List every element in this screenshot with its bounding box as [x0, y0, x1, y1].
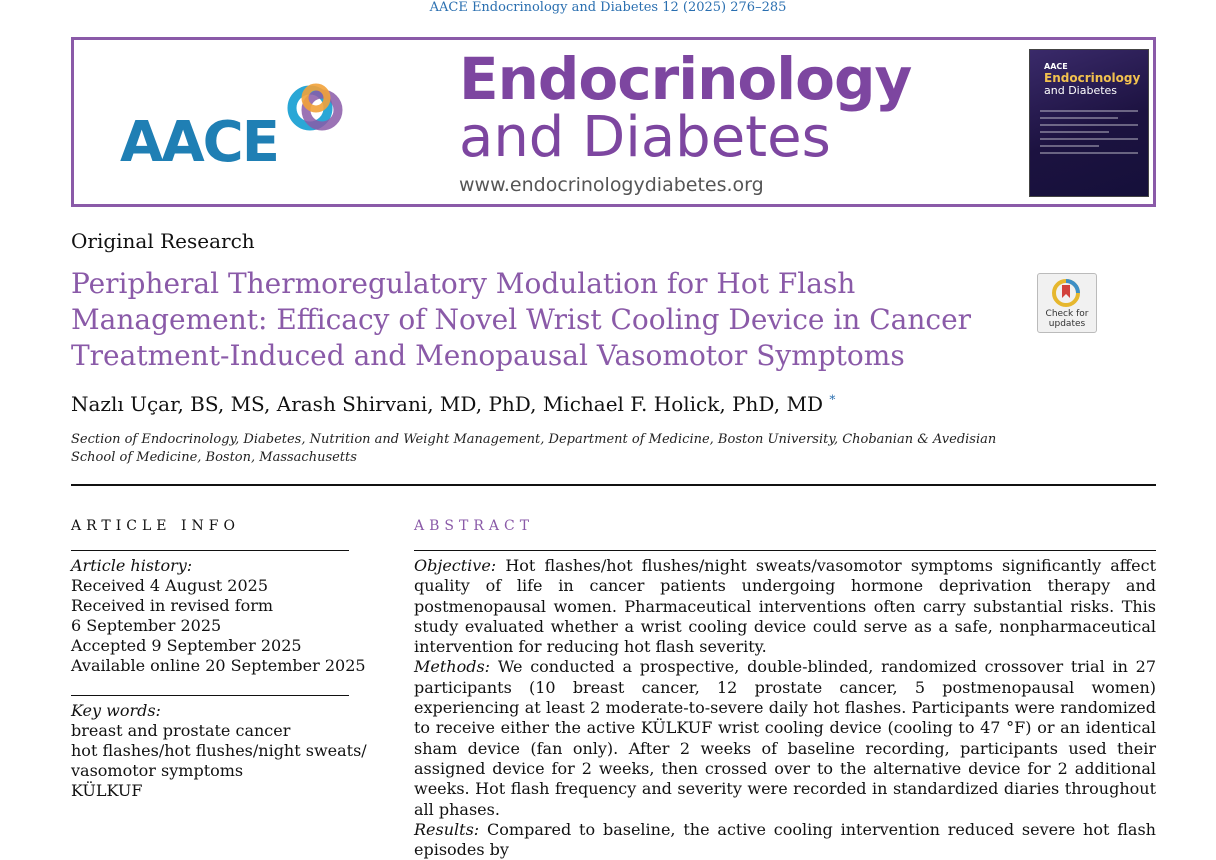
banner-title-line2: and Diabetes: [459, 105, 831, 170]
history-entry: Received in revised form: [71, 596, 274, 615]
journal-cover-image[interactable]: [1029, 49, 1149, 197]
methods-text: We conducted a prospective, double-blinded, randomized crossover trial in 27 participants (10 breast cancer, 12 prostate cancer, 5 postmenopausal women) experiencing at least 2 moderate-to-severe daily hot flashes. Participants were randomized to receive either the active KÜLKUF wrist cooling device (cooling to 47 °F) or an identical sham device (fan only). After 2 weeks of baseline recording, participants used their assigned device for 2 weeks, then crossed over to the alternative device for 2 additional weeks. Hot flash frequency and severity were recorded in standardized diaries throughout all phases.: [414, 657, 1156, 819]
journal-url-link[interactable]: www.endocrinologydiabetes.org: [459, 174, 764, 196]
abstract-results: [414, 820, 1156, 860]
results-text: Compared to baseline, the active cooling intervention reduced severe hot flash episodes by: [414, 819, 1156, 860]
check-for-updates-label: Check for updates: [1045, 309, 1089, 329]
journal-citation-link[interactable]: AACE Endocrinology and Diabetes 12 (2025) 276–285: [429, 0, 787, 15]
keyword-item: breast and prostate cancer: [71, 721, 291, 740]
article-section-type: Original Research: [71, 229, 255, 253]
header-divider: [71, 484, 1156, 486]
abstract-methods: [414, 657, 1156, 819]
keywords-label: Key words:: [71, 701, 161, 720]
abstract-heading: ABSTRACT: [414, 518, 535, 534]
article-info-heading: ARTICLE INFO: [71, 518, 240, 534]
crossmark-icon: [1051, 278, 1081, 308]
cover-text-lines: [1040, 110, 1138, 180]
history-entry: Accepted 9 September 2025: [71, 636, 302, 655]
history-entry: 6 September 2025: [71, 616, 222, 635]
keywords-divider: [71, 695, 349, 696]
objective-text: Hot flashes/hot flushes/night sweats/vasomotor symptoms significantly affect quality of life in cancer patients undergoing hormone deprivation therapy and postmenopausal women. Pharmaceutical interventions often carry substantial risks. This study evaluated whether a wrist cooling device could serve as a safe, nonpharmaceutical intervention for reducing hot flash severity.: [414, 556, 1156, 657]
corresponding-author-link[interactable]: *: [829, 392, 836, 407]
methods-label: Methods:: [414, 657, 491, 677]
history-entry: Received 4 August 2025: [71, 576, 269, 595]
article-history-label: Article history:: [71, 556, 193, 575]
article-history: [71, 556, 366, 676]
article-info-divider: [71, 550, 349, 551]
check-for-updates-button[interactable]: [1037, 273, 1097, 333]
banner-title-line1: Endocrinology: [459, 45, 912, 113]
objective-label: Objective:: [414, 556, 497, 575]
aace-logo-mark-icon: [286, 82, 346, 136]
journal-banner: [71, 37, 1156, 207]
results-label: Results:: [414, 819, 480, 839]
keyword-item: vasomotor symptoms: [71, 761, 244, 780]
article-title: Peripheral Thermoregulatory Modulation for Hot Flash Management: Efficacy of Novel Wrist Cooling Device in Cancer Treatment-Induced and Menopausal Vasomotor Symptoms: [71, 267, 972, 372]
keywords: [71, 701, 367, 801]
history-entry: Available online 20 September 2025: [71, 656, 366, 675]
keyword-item: KÜLKUF: [71, 781, 143, 800]
abstract-objective: [414, 556, 1156, 657]
authors-text: Nazlı Uçar, BS, MS, Arash Shirvani, MD, PhD, Michael F. Holick, PhD, MD: [71, 392, 823, 416]
abstract-divider: [414, 550, 1156, 551]
cover-brand: AACE: [1044, 62, 1068, 71]
aace-logo: AACE: [120, 110, 279, 175]
cover-title-line1: Endocrinology: [1044, 71, 1141, 85]
keyword-item: hot flashes/hot flushes/night sweats/: [71, 741, 367, 760]
cover-title-line2: and Diabetes: [1044, 84, 1118, 97]
author-affiliation: Section of Endocrinology, Diabetes, Nutrition and Weight Management, Department of Medicine, Boston University, Chobanian & Avedisian School of Medicine, Boston, Massachusetts: [71, 432, 997, 465]
author-list: [71, 392, 835, 416]
abstract-body: [414, 556, 1156, 860]
